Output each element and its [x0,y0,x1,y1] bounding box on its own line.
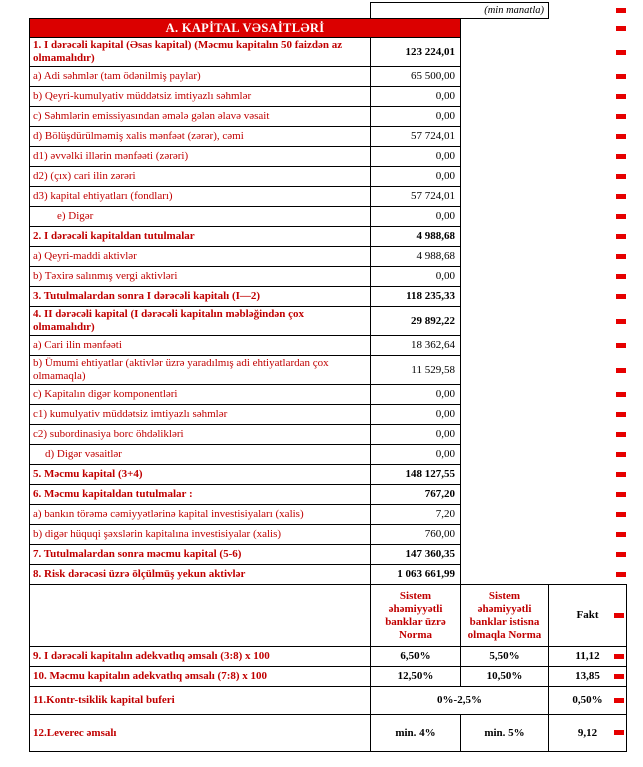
row-spacer [461,207,627,227]
row-label: d1) əvvəlki illərin mənfəəti (zərəri) [30,147,371,167]
row-spacer [461,87,627,107]
row-value: 0,00 [371,425,461,445]
row-value: 123 224,01 [371,38,461,67]
red-dash-mark [616,154,626,159]
red-dash-mark [616,532,626,537]
capital-row [30,336,627,356]
row-spacer [461,67,627,87]
row-value: 65 500,00 [371,67,461,87]
row-label: d2) (çıx) cari ilin zərəri [30,167,371,187]
row-value: 0,00 [371,107,461,127]
row-value: 148 127,55 [371,465,461,485]
capital-row [30,445,627,465]
row-spacer [461,385,627,405]
row-label: 8. Risk dərəcəsi üzrə ölçülmüş yekun aktivlər [30,565,371,585]
row-spacer [461,287,627,307]
red-dash-mark [616,452,626,457]
row-label: a) Cari ilin mənfəəti [30,336,371,356]
row-value: 4 988,68 [371,247,461,267]
row-label: 12.Leverec əmsalı [30,715,371,752]
ratio-row [30,667,627,687]
empty-cell [30,3,371,19]
ratio-row [30,687,627,715]
red-dash-mark [616,8,626,13]
row-value: 57 724,01 [371,187,461,207]
red-dash-mark [616,552,626,557]
red-dash-mark [616,572,626,577]
capital-row [30,267,627,287]
row-value: 11 529,58 [371,356,461,385]
norma-systemic-value: 6,50% [371,647,461,667]
capital-row [30,127,627,147]
norma-systemic-value: min. 4% [371,715,461,752]
row-spacer [461,127,627,147]
red-dash-mark [616,412,626,417]
ratio-row [30,647,627,667]
col-header-fakt [549,585,627,647]
ratio-row [30,715,627,752]
capital-row [30,187,627,207]
row-label: 4. II dərəcəli kapital (I dərəcəli kapitalın məbləğindən çox olmamalıdır) [30,307,371,336]
row-value: 4 988,68 [371,227,461,247]
row-label: 5. Məcmu kapital (3+4) [30,465,371,485]
row-label: b) Təxirə salınmış vergi aktivləri [30,267,371,287]
capital-row [30,87,627,107]
capital-row [30,525,627,545]
fakt-cell [549,687,627,715]
row-label: 10. Məcmu kapitalın adekvatlıq əmsalı (7:8) x 100 [30,667,371,687]
red-dash-mark [616,319,626,324]
row-spacer [461,247,627,267]
row-value: 760,00 [371,525,461,545]
row-value: 0,00 [371,405,461,425]
row-spacer [461,307,627,336]
row-spacer [461,505,627,525]
row-spacer [461,445,627,465]
row-spacer [461,485,627,505]
row-spacer [461,19,627,38]
row-label: 1. I dərəcəli kapital (Əsas kapital) (Məcmu kapitalın 50 faizdən az olmamalıdır) [30,38,371,67]
row-value: 29 892,22 [371,307,461,336]
row-value: 118 235,33 [371,287,461,307]
red-dash-mark [616,368,626,373]
capital-row [30,505,627,525]
row-spacer [461,465,627,485]
row-value: 0,00 [371,445,461,465]
row-spacer [461,565,627,585]
section-header-row [30,19,627,38]
row-spacer [461,267,627,287]
row-spacer [461,227,627,247]
row-value: 0,00 [371,87,461,107]
red-dash-mark [616,50,626,55]
row-label: d3) kapital ehtiyatları (fondları) [30,187,371,207]
red-dash-mark [616,254,626,259]
col-header-norma-systemic: Sistem əhəmiyyətli banklar üzrə Norma [371,585,461,647]
row-spacer [461,187,627,207]
fakt-header-label: Fakt [576,609,599,621]
capital-row [30,405,627,425]
unit-note: (min manatla) [371,3,549,19]
fakt-value: 9,12 [577,726,598,739]
red-dash-mark [614,674,624,679]
red-dash-mark [616,234,626,239]
capital-row [30,485,627,505]
norma-nonsystemic-value: 5,50% [461,647,549,667]
row-spacer [461,405,627,425]
row-label: b) digər hüquqi şəxslərin kapitalına investisiyalar (xalis) [30,525,371,545]
red-dash-mark [616,492,626,497]
capital-table [29,2,627,752]
ratio-section [30,585,627,752]
fakt-value: 11,12 [575,650,600,662]
fakt-cell [549,647,627,667]
row-spacer [461,425,627,445]
red-dash-mark [616,114,626,119]
col-header-norma-nonsystemic: Sistem əhəmiyyətli banklar istisna olmaqla Norma [461,585,549,647]
capital-row [30,287,627,307]
red-dash-mark [616,512,626,517]
capital-rows-body [30,38,627,585]
row-value: 147 360,35 [371,545,461,565]
row-label: e) Digər [30,207,371,227]
row-value: 7,20 [371,505,461,525]
capital-row [30,167,627,187]
row-spacer [549,3,627,19]
row-value: 0,00 [371,385,461,405]
norma-combined-value: 0%-2,5% [371,687,549,715]
red-dash-mark [616,472,626,477]
row-value: 0,00 [371,207,461,227]
red-dash-mark [616,26,626,31]
fakt-value: 0,50% [572,694,603,706]
row-spacer [461,525,627,545]
red-dash-mark [614,730,624,735]
red-dash-mark [616,343,626,348]
norma-nonsystemic-value: 10,50% [461,667,549,687]
capital-row [30,545,627,565]
capital-row [30,385,627,405]
capital-row [30,38,627,67]
fakt-value: 13,85 [575,670,600,682]
red-dash-mark [616,392,626,397]
row-label: c) Kapitalın digər komponentləri [30,385,371,405]
row-label: a) Adi səhmlər (tam ödənilmiş paylar) [30,67,371,87]
capital-row [30,565,627,585]
capital-row [30,107,627,127]
row-label: a) Qeyri-maddi aktivlər [30,247,371,267]
capital-row [30,465,627,485]
row-label: b) Ümumi ehtiyatlar (aktivlər üzrə yaradılmış adi ehtiyatlardan çox olmamaqla) [30,356,371,385]
red-dash-mark [616,274,626,279]
row-label: b) Qeyri-kumulyativ müddətsiz imtiyazlı səhmlər [30,87,371,107]
red-dash-mark [616,432,626,437]
table-top-section [30,3,627,38]
norma-systemic-value: 12,50% [371,667,461,687]
row-value: 18 362,64 [371,336,461,356]
empty-cell [30,585,371,647]
red-dash-mark [614,654,624,659]
row-label: 3. Tutulmalardan sonra I dərəcəli kapitalı (I—2) [30,287,371,307]
row-label: d) Bölüşdürülməmiş xalis mənfəət (zərər), cəmi [30,127,371,147]
row-label: 11.Kontr-tsiklik kapital buferi [30,687,371,715]
row-spacer [461,38,627,67]
row-value: 767,20 [371,485,461,505]
red-dash-mark [616,194,626,199]
row-label: c2) subordinasiya borc öhdəlikləri [30,425,371,445]
row-label: d) Digər vəsaitlər [30,445,371,465]
row-label: c1) kumulyativ müddətsiz imtiyazlı səhmlər [30,405,371,425]
capital-row [30,67,627,87]
row-value: 0,00 [371,267,461,287]
capital-row [30,247,627,267]
capital-row [30,227,627,247]
red-dash-mark [614,698,624,703]
capital-row [30,425,627,445]
red-dash-mark [616,294,626,299]
row-label: a) bankın törəmə cəmiyyətlərinə kapital investisiyaları (xalis) [30,505,371,525]
red-dash-mark [614,613,624,618]
row-value: 1 063 661,99 [371,565,461,585]
fakt-cell [549,715,627,752]
row-spacer [461,167,627,187]
capital-row [30,356,627,385]
row-label: c) Səhmlərin emissiyasından əmələ gələn əlavə vəsait [30,107,371,127]
red-dash-mark [616,74,626,79]
row-spacer [461,356,627,385]
row-label: 6. Məcmu kapitaldan tutulmalar : [30,485,371,505]
red-dash-mark [616,134,626,139]
norma-nonsystemic-value: min. 5% [461,715,549,752]
row-value: 0,00 [371,147,461,167]
fakt-cell [549,667,627,687]
row-spacer [461,336,627,356]
capital-row [30,307,627,336]
red-dash-mark [616,214,626,219]
row-label: 2. I dərəcəli kapitaldan tutulmalar [30,227,371,247]
capital-row [30,147,627,167]
row-value: 0,00 [371,167,461,187]
ratio-header-row [30,585,627,647]
row-label: 7. Tutulmalardan sonra məcmu kapital (5-6) [30,545,371,565]
row-spacer [461,545,627,565]
capital-row [30,207,627,227]
row-spacer [461,107,627,127]
section-title: A. KAPİTAL VƏSAİTLƏRİ [30,19,461,38]
row-spacer [461,147,627,167]
row-value: 57 724,01 [371,127,461,147]
red-dash-mark [616,94,626,99]
red-dash-mark [616,174,626,179]
row-label: 9. I dərəcəli kapitalın adekvatlıq əmsalı (3:8) x 100 [30,647,371,667]
unit-note-row [30,3,627,19]
